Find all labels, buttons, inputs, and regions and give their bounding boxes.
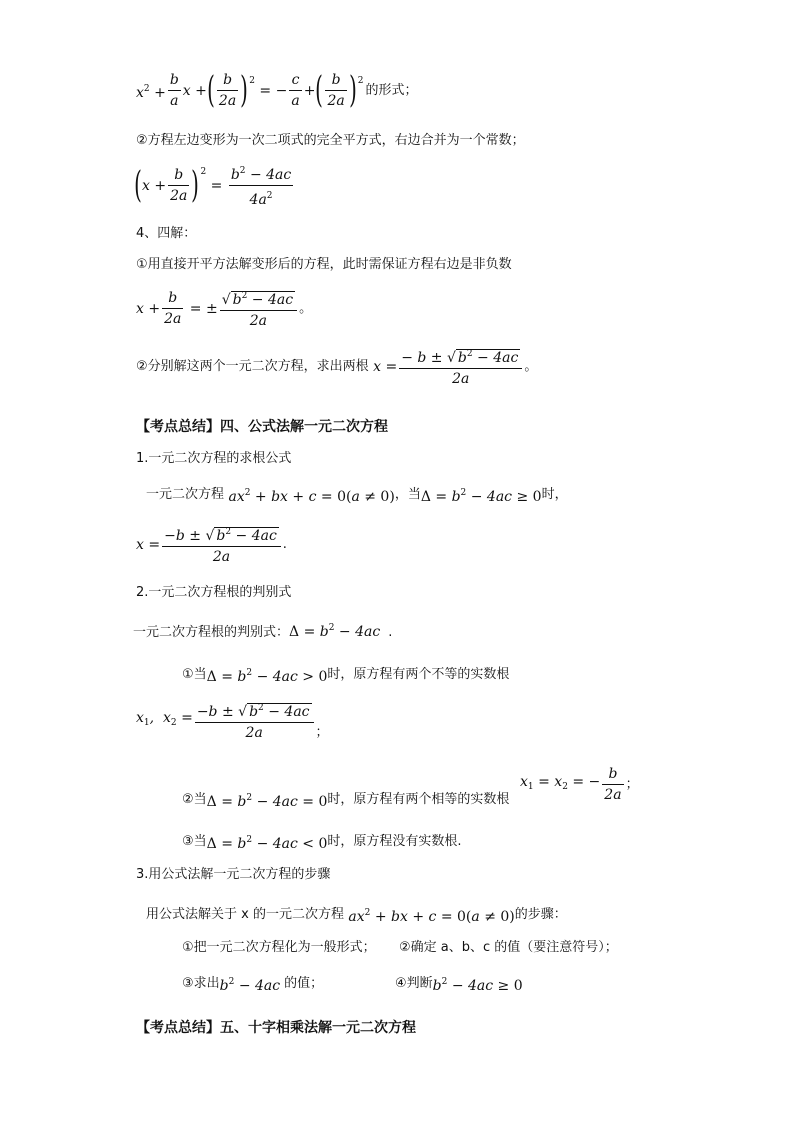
case1-roots: $x_1$, $x_2$ = $\frac{-b \pm √ b^2 - 4ac}{2a}$ ； bbox=[136, 700, 329, 741]
step-1: ①把一元二次方程化为一般形式； bbox=[182, 940, 376, 955]
section4-title: 【考点总结】四、公式法解一元二次方程 bbox=[136, 419, 388, 435]
discriminant-line: 一元二次方程根的判别式： $\Delta = b^2 - 4ac$ . bbox=[133, 623, 393, 640]
case1-line: ①当 $\Delta = b^2 - 4ac > 0$ 时，原方程有两个不等的实数根 bbox=[182, 667, 510, 685]
step4-title: 4、四解： bbox=[136, 226, 197, 241]
s4-1-title: 1.一元二次方程的求根公式 bbox=[136, 451, 292, 466]
s4-3-title: 3.用公式法解一元二次方程的步骤 bbox=[136, 867, 331, 882]
case2-roots: $x_1 = x_2$ = − $\frac{b}{2a}$ ； bbox=[520, 766, 639, 803]
step4-item1: ①用直接开平方法解变形后的方程，此时需保证方程右边是非负数 bbox=[136, 257, 512, 272]
equation-suffix: 的形式； bbox=[365, 82, 418, 98]
step-4: ④判断 $b^2 - 4ac \ge 0$ bbox=[395, 976, 523, 994]
step-3: ③求出 $b^2 - 4ac$ 的值； bbox=[182, 976, 324, 994]
case2-line: ②当 $\Delta = b^2 - 4ac = 0$ 时，原方程有两个相等的实数根 bbox=[182, 792, 510, 810]
general-form-line: 一元二次方程 $ax^2$ + bx + c = 0(a ≠ 0) ，当 $\Delta = b^2 - 4ac \ge 0$ 时， bbox=[146, 487, 568, 505]
completed-square-equation: $x^2$ + $\frac{b}{a}$ x + ( $\frac{b}{2a}$ ) 2 = − $\frac{c}{a}$ + ( $\frac{b}{2a}$ ) 2 的形式； bbox=[136, 69, 418, 111]
step-2: ②确定 a、b、c 的值（要注意符号）； bbox=[399, 940, 618, 955]
step4-item2: ②分别解这两个一元二次方程，求出两根 x = $\frac{- b \pm √ b^2 - 4ac}{2a}$ 。 bbox=[136, 346, 537, 387]
section5-title: 【考点总结】五、十字相乘法解一元二次方程 bbox=[136, 1020, 416, 1036]
s4-2-title: 2.一元二次方程根的判别式 bbox=[136, 585, 292, 600]
step3-item2: ②方程左边变形为一次二项式的完全平方式，右边合并为一个常数； bbox=[136, 133, 525, 148]
root-equation: x + $\frac{b}{2a}$ = ± $\frac{√ b^2 - 4ac}{2a}$ 。 bbox=[136, 290, 313, 329]
case3-line: ③当 $\Delta = b^2 - 4ac < 0$ 时，原方程没有实数根. bbox=[182, 834, 462, 852]
s4-3-text: 用公式法解关于 x 的一元二次方程 $ax^2$ + bx + c = 0(a ≠ 0) 的步骤： bbox=[146, 907, 567, 925]
quadratic-formula: x = $\frac{-b \pm √ b^2 - 4ac}{2a}$ . bbox=[136, 524, 287, 565]
square-form-equation: ( x + $\frac{b}{2a}$ ) 2 = $\frac{b^2 - 4ac}{4a^2}$ bbox=[134, 164, 292, 208]
